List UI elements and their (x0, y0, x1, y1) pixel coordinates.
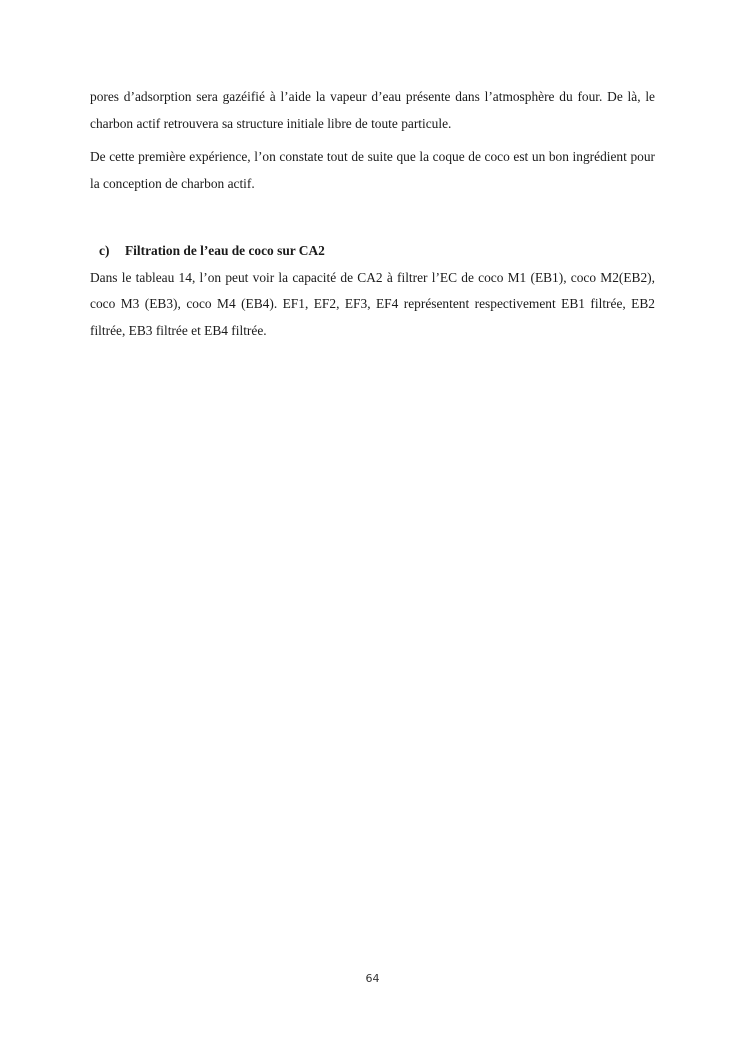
paragraph-conclusion: De cette première expérience, l’on constate tout de suite que la coque de coco est un bon ingrédient pour la conception de charbon actif. (90, 149, 655, 191)
section-heading (90, 238, 655, 265)
section-title: Filtration de l’eau de coco sur CA2 (125, 243, 325, 258)
paragraph-section-body: Dans le tableau 14, l’on peut voir la capacité de CA2 à filtrer l’EC de coco M1 (EB1), coco M2(EB2), coco M3 (EB3), coco M4 (EB4). EF1, EF2, EF3, EF4 représentent respectivement EB1 filtrée, EB2 filtrée, EB3 filtrée et EB4 filtrée. (90, 269, 655, 338)
page-number: 64 (365, 972, 380, 985)
section-marker: c) (99, 243, 110, 258)
paragraph-adsorption: pores d’adsorption sera gazéifié à l’aide la vapeur d’eau présente dans l’atmosphère du four. De là, le charbon actif retrouvera sa structure initiale libre de toute particule. (90, 89, 655, 131)
page-body (90, 84, 655, 344)
